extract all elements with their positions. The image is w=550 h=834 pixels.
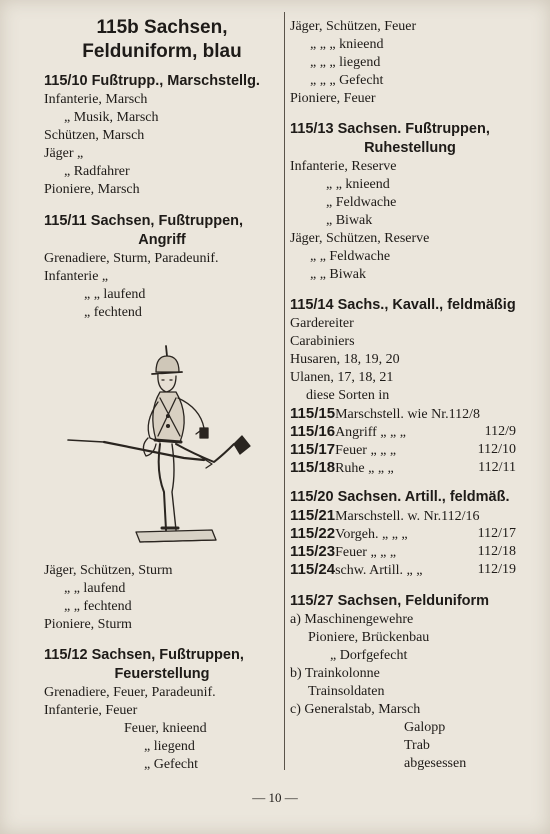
list-item: Jäger, Schützen, Reserve <box>290 231 430 246</box>
reference-text: Feuer „ „ „ <box>335 443 397 458</box>
section-115-13 <box>290 120 530 284</box>
list-item: Galopp <box>404 720 446 735</box>
list-item: Jäger, Schützen, Sturm <box>44 563 173 578</box>
reference-number: 112/17 <box>477 526 516 541</box>
page-title-line-2: Felduniform, blau <box>82 41 242 62</box>
list-item: Pioniere, Feuer <box>290 91 376 106</box>
list-item: „ Musik, Marsch <box>64 110 159 125</box>
article-number: 115/23 <box>290 543 336 560</box>
list-item: „ Feldwache <box>326 195 397 210</box>
reference-row <box>290 525 530 543</box>
section-115-12 <box>44 646 280 774</box>
reference-text: schw. Artill. „ „ <box>335 563 423 578</box>
section-subheading: Feuerstellung <box>114 666 210 682</box>
reference-number: 112/8 <box>448 407 480 422</box>
section-heading: 115/13 Sachsen. Fußtruppen, <box>290 121 490 137</box>
reference-text: Feuer „ „ „ <box>335 545 397 560</box>
list-item: „ „ „ liegend <box>310 55 381 70</box>
section-heading: 115/14 Sachs., Kavall., feldmäßig <box>290 297 516 313</box>
section-heading: 115/12 Sachsen, Fußtruppen, <box>44 647 244 663</box>
list-item: Husaren, 18, 19, 20 <box>290 352 400 367</box>
reference-number: 112/19 <box>477 562 516 577</box>
reference-number: 112/16 <box>441 509 480 524</box>
list-item: Pioniere, Brückenbau <box>308 630 430 645</box>
article-number: 115/22 <box>290 525 336 542</box>
article-number: 115/18 <box>290 459 336 476</box>
list-item: Carabiniers <box>290 334 355 349</box>
section-115-27 <box>290 592 530 773</box>
list-item: „ „ „ Gefecht <box>310 73 384 88</box>
section-subheading: Ruhestellung <box>364 140 456 156</box>
list-item: „ „ „ knieend <box>310 37 384 52</box>
list-item: Infanterie „ <box>44 269 109 284</box>
list-item: Ulanen, 17, 18, 21 <box>290 370 394 385</box>
section-115-12-cont <box>290 18 416 108</box>
section-heading: 115/27 Sachsen, Felduniform <box>290 593 490 609</box>
list-item: „ „ Feldwache <box>310 249 391 264</box>
article-number: 115/21 <box>290 507 336 524</box>
list-item: Feuer, knieend <box>124 721 207 736</box>
section-115-14 <box>290 296 530 477</box>
list-item: Grenadiere, Feuer, Paradeunif. <box>44 685 216 700</box>
reference-row <box>290 543 530 561</box>
list-item: „ Radfahrer <box>64 164 130 179</box>
list-item: Infanterie, Reserve <box>290 159 397 174</box>
list-item: Trab <box>404 738 430 753</box>
reference-list <box>290 507 530 579</box>
section-subheading: Angriff <box>138 232 186 248</box>
list-item: Schützen, Marsch <box>44 128 145 143</box>
list-item: c) Generalstab, Marsch <box>290 702 421 717</box>
reference-number: 112/9 <box>484 424 516 439</box>
section-115-20 <box>290 488 530 579</box>
list-item: b) Trainkolonne <box>290 666 380 681</box>
section-heading: 115/10 Fußtrupp., Marschstellg. <box>44 73 260 89</box>
section-115-11-cont <box>44 562 173 634</box>
article-number: 115/16 <box>290 423 336 440</box>
reference-row <box>290 507 530 525</box>
list-item: „ Gefecht <box>144 757 199 772</box>
section-heading: 115/20 Sachsen. Artill., feldmäß. <box>290 489 510 505</box>
page-number: — 10 — <box>252 790 298 805</box>
list-item: Pioniere, Sturm <box>44 617 132 632</box>
reference-number: 112/18 <box>477 544 516 559</box>
list-item: diese Sorten in <box>306 388 390 403</box>
reference-text: Marschstell. wie Nr. <box>335 407 449 422</box>
reference-row <box>290 405 530 423</box>
list-item: a) Maschinengewehre <box>290 612 414 627</box>
page-title-block <box>44 16 280 64</box>
list-item: „ liegend <box>144 739 195 754</box>
list-item: Infanterie, Feuer <box>44 703 138 718</box>
reference-text: Ruhe „ „ „ <box>335 461 394 476</box>
column-divider <box>284 12 285 770</box>
reference-text: Angriff „ „ „ <box>335 425 406 440</box>
list-item: „ „ laufend <box>64 581 126 596</box>
section-115-10 <box>44 72 260 199</box>
article-number: 115/15 <box>290 405 336 422</box>
list-item: „ Biwak <box>326 213 373 228</box>
reference-row <box>290 423 530 441</box>
reference-row <box>290 459 530 477</box>
list-item: „ „ knieend <box>326 177 390 192</box>
article-number: 115/24 <box>290 561 336 578</box>
list-item: abgesessen <box>404 756 467 771</box>
reference-row <box>290 561 530 579</box>
reference-number: 112/10 <box>477 442 516 457</box>
list-item: Infanterie, Marsch <box>44 92 148 107</box>
list-item: Jäger, Schützen, Feuer <box>290 19 417 34</box>
page-title-line-1: 115b Sachsen, <box>96 17 228 38</box>
reference-number: 112/11 <box>478 460 516 475</box>
reference-text: Vorgeh. „ „ „ <box>335 527 408 542</box>
list-item: Pioniere, Marsch <box>44 182 140 197</box>
list-item: Grenadiere, Sturm, Paradeunif. <box>44 251 219 266</box>
reference-list <box>290 405 530 477</box>
section-heading: 115/11 Sachsen, Fußtruppen, <box>44 213 244 229</box>
list-item: „ „ fechtend <box>64 599 132 614</box>
section-115-11 <box>44 212 280 322</box>
list-item: Jäger „ <box>44 146 84 161</box>
reference-row <box>290 441 530 459</box>
article-number: 115/17 <box>290 441 336 458</box>
list-item: „ fechtend <box>84 305 142 320</box>
list-item: Trainsoldaten <box>308 684 385 699</box>
soldier-figure-illustration <box>64 342 264 552</box>
list-item: „ „ Biwak <box>310 267 366 282</box>
reference-text: Marschstell. w. Nr. <box>335 509 442 524</box>
list-item: Gardereiter <box>290 316 354 331</box>
list-item: „ „ laufend <box>84 287 146 302</box>
list-item: „ Dorfgefecht <box>330 648 408 663</box>
